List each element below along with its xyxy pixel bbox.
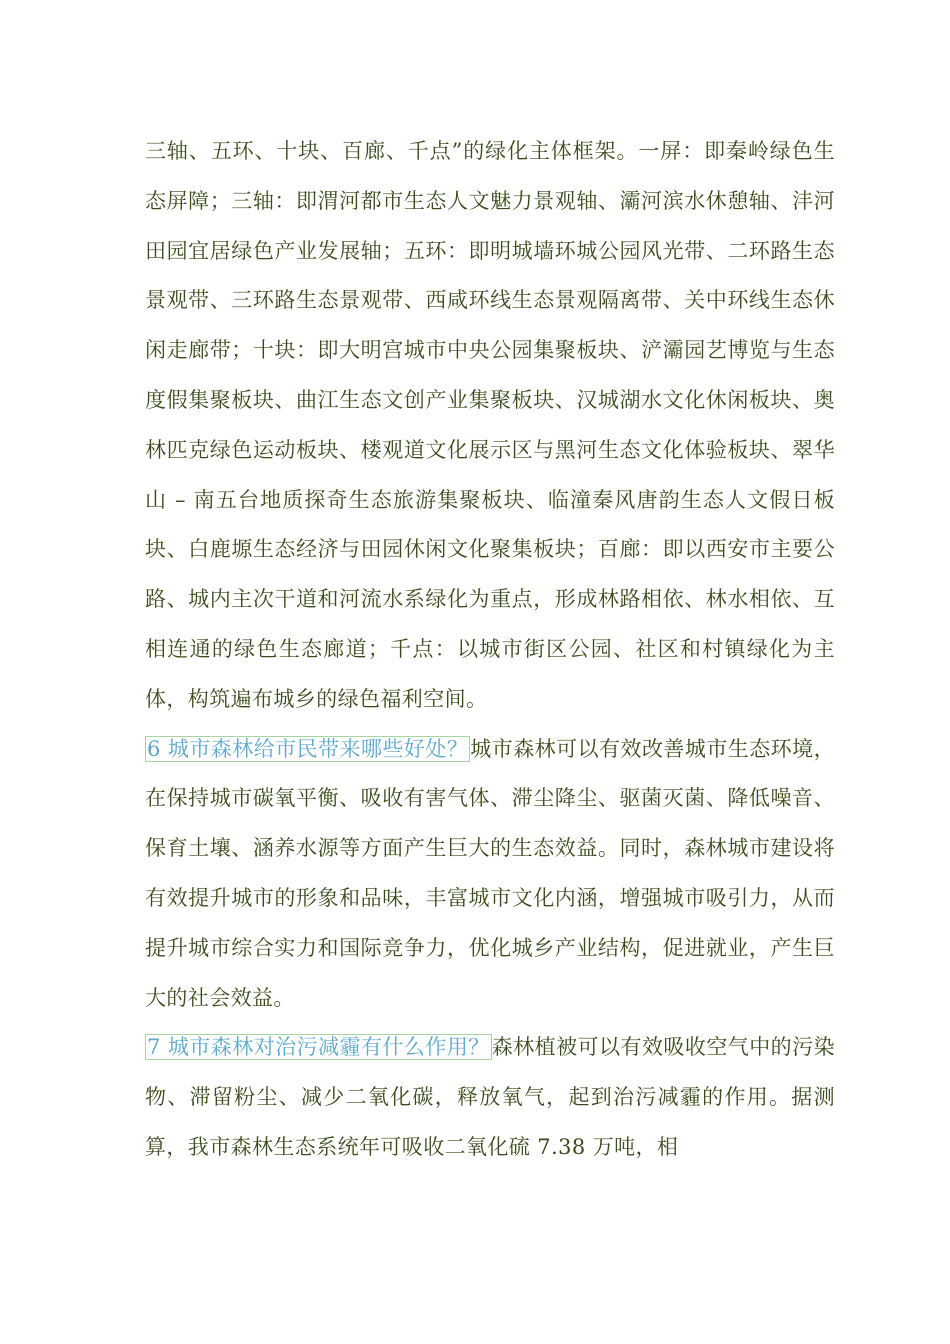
paragraph-text: 城市森林可以有效改善城市生态环境，在保持城市碳氧平衡、吸收有害气体、滞尘降尘、驱菌灭菌、降低噪音、保育土壤、涵养水源等方面产生巨大的生态效益。同时，森林城市建设将有效提升城市的形象和品味，丰富城市文化内涵，增强城市吸引力，从而提升城市综合实力和国际竞争力，优化城乡产业结构，促进就业，产生巨大的社会效益。 — [145, 736, 835, 1010]
question-heading-smog[interactable]: 7 城市森林对治污减霾有什么作用？ — [147, 1035, 490, 1060]
paragraph-text: 三轴、五环、十块、百廊、千点”的绿化主体框架。一屏：即秦岭绿色生态屏障；三轴：即渭河都市生态人文魅力景观轴、灞河滨水休憩轴、沣河田园宜居绿色产业发展轴；五环：即明城墙环城公园风光带、二环路生态景观带、三环路生态景观带、西咸环线生态景观隔离带、关中环线生态休闲走廊带；十块：即大明宫城市中央公园集聚板块、浐灞园艺博览与生态度假集聚板块、曲江生态文创产业集聚板块、汉城湖水文化休闲板块、奥林匹克绿色运动板块、楼观道文化展示区与黑河生态文化体验板块、翠华山 – 南五台地质探奇生态旅游集聚板块、临潼秦风唐韵生态人文假日板块、白鹿塬生态经济与田园休闲文化聚集板块；百廊：即以西安市主要公路、城内主次干道和河流水系绿化为重点，形成林路相依、林水相依、互相连通的绿色生态廊道；千点：以城市街区公园、社区和村镇绿化为主体，构筑遍布城乡的绿色福利空间。 — [145, 139, 835, 711]
paragraph-benefits — [145, 725, 835, 1024]
document-page — [145, 127, 835, 1173]
paragraph-smog — [145, 1023, 835, 1172]
paragraph-text: 森林植被可以有效吸收空气中的污染物、滞留粉尘、减少二氧化碳，释放氧气，起到治污减霾的作用。据测算，我市森林生态系统年可吸收二氧化硫 7.38 万吨，相 — [145, 1035, 835, 1159]
question-heading-benefits[interactable]: 6 城市森林给市民带来哪些好处？ — [147, 736, 469, 761]
paragraph-framework — [145, 127, 835, 725]
